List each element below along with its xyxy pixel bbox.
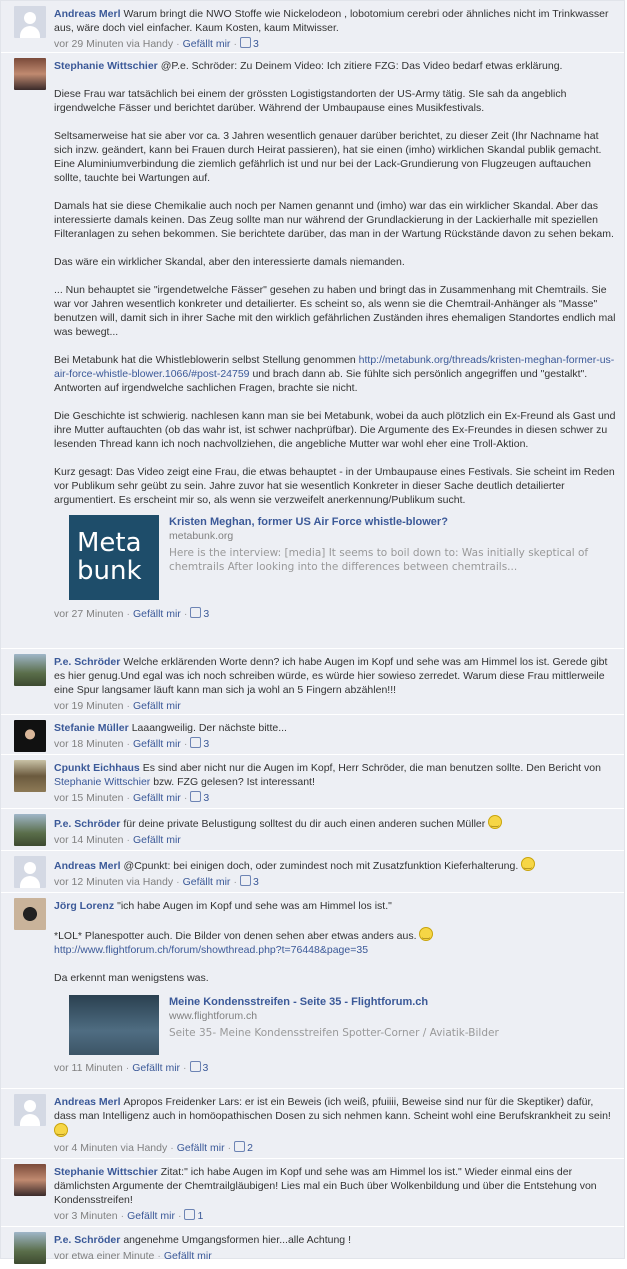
comment-meta: vor etwa einer Minute · Gefällt mir bbox=[54, 1250, 212, 1262]
avatar[interactable] bbox=[14, 856, 46, 888]
smiley-icon bbox=[488, 815, 502, 829]
preview-title[interactable]: Meine Kondensstreifen - Seite 35 - Flightforum.ch bbox=[169, 996, 429, 1008]
plane-image[interactable] bbox=[69, 995, 159, 1055]
smiley-icon bbox=[521, 857, 535, 871]
preview-host: www.flightforum.ch bbox=[169, 1010, 258, 1022]
comment-meta: vor 12 Minuten via Handy · Gefällt mir · 3 bbox=[54, 876, 259, 888]
timestamp: vor 19 Minuten bbox=[54, 700, 124, 712]
thumbs-up-icon bbox=[190, 791, 201, 802]
comment-author[interactable]: Andreas Merl bbox=[54, 8, 121, 20]
like-button[interactable]: Gefällt mir bbox=[132, 1062, 181, 1074]
thumbs-up-icon bbox=[234, 1141, 245, 1152]
metabunk-logo[interactable]: Meta bunk bbox=[69, 515, 159, 600]
like-button[interactable]: Gefällt mir bbox=[132, 738, 181, 750]
comment-meta: vor 27 Minuten · Gefällt mir · 3 bbox=[54, 608, 210, 620]
comment-paragraph: Kurz gesagt: Das Video zeigt eine Frau, die etwas behauptet - in der Umbaupause eines Festivals. Sie scheint im Reden vor Publikum sehr geübt zu sein. Jahre zuvor hat sie wesentlich Konkreter in dieser Sache deutlich detailierter argumentiert. Es erscheint mir so, als wenn sie verzweifelt anerkennung/Publikum sucht. bbox=[54, 466, 615, 506]
avatar[interactable] bbox=[14, 654, 46, 686]
avatar[interactable] bbox=[14, 814, 46, 846]
comment-meta: vor 18 Minuten · Gefällt mir · 3 bbox=[54, 738, 210, 750]
comment-paragraph: Da erkennt man wenigstens was. bbox=[54, 972, 209, 984]
like-count[interactable]: 3 bbox=[240, 876, 259, 888]
metabunk-link[interactable]: http://metabunk.org/threads/kristen-meghan-former-us-air-force-whistle-blower.1066/#post-24759 bbox=[54, 354, 615, 380]
comment-paragraph: ... Nun behauptet sie "irgendetwelche Fässer" gesehen zu haben und bringt das in Zusammenhang mit Chemtrails. Sie war vor Jahren wesentlich konkreter und detailierter. Es scheint so, als wenn sie die Chemtrail-Anhänger als "Masse" benutzen will, damit sich in ihrer Sache mit den wirklich gefährlichen Zuständen ihres ehemaligen Standortes endlich mal was bewegt... bbox=[54, 284, 616, 338]
comment bbox=[1, 53, 624, 649]
thumbs-up-icon bbox=[184, 1209, 195, 1220]
comment-paragraph: *LOL* Planespotter auch. Die Bilder von denen sehen aber etwas anders aus. bbox=[54, 930, 417, 942]
timestamp: vor 29 Minuten bbox=[54, 38, 124, 50]
smiley-icon bbox=[54, 1123, 68, 1137]
comment-author[interactable]: P.e. Schröder bbox=[54, 656, 121, 668]
like-button[interactable]: Gefällt mir bbox=[182, 38, 231, 50]
comment-text: Laaangweilig. Der nächste bitte... bbox=[131, 722, 287, 734]
comment-author[interactable]: P.e. Schröder bbox=[54, 818, 121, 830]
like-count[interactable]: 3 bbox=[190, 792, 209, 804]
like-count[interactable]: 3 bbox=[190, 738, 209, 750]
comment-author[interactable]: Cpunkt Eichhaus bbox=[54, 762, 140, 774]
avatar[interactable] bbox=[14, 1164, 46, 1196]
comment bbox=[1, 715, 624, 755]
like-button[interactable]: Gefällt mir bbox=[127, 1210, 175, 1222]
avatar[interactable] bbox=[14, 898, 46, 930]
comment-text: Zitat:" ich habe Augen im Kopf und sehe was am Himmel los ist." Wieder einmal eins der dämlichsten Argumente der Chemtrailgläubigen! Lies mal ein Buch über Wolkenbildung und über die Entstehung von Kondensstreifen! bbox=[54, 1166, 597, 1206]
thumbs-up-icon bbox=[190, 737, 201, 748]
like-button[interactable]: Gefällt mir bbox=[163, 1250, 212, 1262]
comment-paragraph: Das wäre ein wirklicher Skandal, aber den interessierte damals niemanden. bbox=[54, 256, 405, 268]
comment-author[interactable]: Andreas Merl bbox=[54, 1096, 121, 1108]
comment-author[interactable]: Stephanie Wittschier bbox=[54, 1166, 158, 1178]
like-button[interactable]: Gefällt mir bbox=[132, 792, 181, 804]
like-button[interactable]: Gefällt mir bbox=[132, 834, 181, 846]
avatar[interactable] bbox=[14, 760, 46, 792]
timestamp: vor 27 Minuten bbox=[54, 608, 124, 620]
comment-paragraph: Die Geschichte ist schwierig. nachlesen kann man sie bei Metabunk, wobei da auch plötzlich ein Ex-Freund als Gast und ihre Mutter auftauchten (ob das wahr ist, ist schwer nachprüfbar). Die Argumente des Ex-Freundes in diesen schwer zu lesenden Thread kann ich noch nachvollziehen, die angebliche Mutter war wohl eher eine Troll-Aktion. bbox=[54, 410, 616, 450]
comment bbox=[1, 649, 624, 715]
comment-meta: vor 4 Minuten via Handy · Gefällt mir · 2 bbox=[54, 1142, 253, 1154]
thumbs-up-icon bbox=[190, 607, 201, 618]
like-count[interactable]: 2 bbox=[234, 1142, 253, 1154]
like-button[interactable]: Gefällt mir bbox=[182, 876, 231, 888]
comment-meta: vor 11 Minuten · Gefällt mir · 3 bbox=[54, 1062, 209, 1074]
comment-text: @Cpunkt: bei einigen doch, oder zumindest noch mit Zusatzfunktion Kieferhalterung. bbox=[123, 860, 519, 872]
comment-meta: vor 29 Minuten via Handy · Gefällt mir · 3 bbox=[54, 38, 259, 50]
mention-link[interactable]: Stephanie Wittschier bbox=[54, 776, 151, 788]
comment-paragraph: Damals hat sie diese Chemikalie auch noch per Namen genannt und (imho) war das ein wirklicher Skandal. Aber das interessierte damals keinen. Das Zeug sollte man nur während der Grundlackierung in der Lackierhalle mit speziellen Filteranlagen zu sehen bekommen. Sie berichtete darüber, das man in der Wartung Rückstände davon zu sehen bekam. bbox=[54, 200, 614, 240]
like-count[interactable]: 1 bbox=[184, 1210, 203, 1222]
comment bbox=[1, 851, 624, 893]
preview-description: Here is the interview: [media] It seems to boil down to: Was initially skeptical of chemtrails After looking into the differences between chemtrails... bbox=[169, 547, 589, 573]
comment-paragraph: Seltsamerweise hat sie aber vor ca. 3 Jahren wesentlich genauer darüber berichtet, zu dieser Zeit (Ihr Nachname hat sich inzw. geändert, kann bei Frauen durch Heirat passieren), hat sie einen (imho) wirklichen Skandal publik gemacht. Eine Aluminiumverbindung die ziemlich gefährlich ist und nur bei der Lack-Grundierung von Flugzeugen auftauchen sollte, tauchte bei Wartungen auf. bbox=[54, 130, 602, 184]
via-mobile: via Handy bbox=[126, 38, 174, 50]
comment-author[interactable]: P.e. Schröder bbox=[54, 1234, 121, 1246]
via-mobile: via Handy bbox=[126, 876, 174, 888]
link-preview[interactable] bbox=[69, 515, 616, 603]
avatar[interactable] bbox=[14, 58, 46, 90]
via-mobile: via Handy bbox=[120, 1142, 168, 1154]
timestamp: vor etwa einer Minute bbox=[54, 1250, 155, 1262]
comment-author[interactable]: Andreas Merl bbox=[54, 860, 121, 872]
comment bbox=[1, 1159, 624, 1227]
like-count[interactable]: 3 bbox=[190, 608, 209, 620]
avatar[interactable] bbox=[14, 6, 46, 38]
like-button[interactable]: Gefällt mir bbox=[132, 608, 181, 620]
like-count[interactable]: 3 bbox=[190, 1062, 209, 1074]
preview-title[interactable]: Kristen Meghan, former US Air Force whistle-blower? bbox=[169, 516, 448, 528]
comment-paragraph: Diese Frau war tatsächlich bei einem der grössten Logistigstandorten der US-Army tätig. SIe sah da angeblich irgendwelche Fässer und berichtet darüber. Während der Umbaupause eines Musikfestivals. bbox=[54, 88, 567, 114]
timestamp: vor 3 Minuten bbox=[54, 1210, 118, 1222]
preview-description: Seite 35- Meine Kondensstreifen Spotter-Corner / Aviatik-Bilder bbox=[169, 1027, 499, 1039]
timestamp: vor 4 Minuten bbox=[54, 1142, 118, 1154]
timestamp: vor 12 Minuten bbox=[54, 876, 124, 888]
thumbs-up-icon bbox=[240, 875, 251, 886]
comment-paragraph: Bei Metabunk hat die Whistleblowerin selbst Stellung genommen http://metabunk.org/threads/kristen-meghan-former-us-air-force-whistle-blower.1066/#post-24759 und brach dann ab. Sie fühlte sich persönlich angegriffen und "gestalkt". Antworten auf irgendwelche sachlichen Fragen, brachte sie nicht. bbox=[54, 354, 615, 394]
comment-meta: vor 3 Minuten · Gefällt mir · 1 bbox=[54, 1210, 204, 1222]
comment-author[interactable]: Jörg Lorenz bbox=[54, 900, 115, 912]
timestamp: vor 14 Minuten bbox=[54, 834, 124, 846]
avatar[interactable] bbox=[14, 1094, 46, 1126]
comment: Cpunkt Eichhaus Es sind aber nicht nur die Augen im Kopf, Herr Schröder, die man benutzen sollte. Den Bericht von Stephanie Wittschier bzw. FZG gelesen? Ist interessant! vor 15 Minuten · Gefällt mir · 3 bbox=[1, 755, 624, 809]
comment-text: Welche erklärenden Worte denn? ich habe Augen im Kopf und sehe was am Himmel los ist. Gerede gibt es hier genug.Und egal was ich noch schreiben würde, es würde hier sowieso zerredet. Warum diese Frau mittlerweile eine Spur langsamer läuft kann man sich ja wohl an 5 Fingern abzählen!!! bbox=[54, 656, 608, 696]
avatar[interactable] bbox=[14, 1232, 46, 1264]
comment-text: @P.e. Schröder: Zu Deinem Video: Ich zitiere FZG: Das Video bedarf etwas erklärung. bbox=[160, 60, 563, 72]
preview-host: metabunk.org bbox=[169, 530, 234, 542]
link-preview[interactable] bbox=[69, 995, 616, 1057]
comment bbox=[1, 893, 624, 1089]
comment bbox=[1, 1089, 624, 1159]
comment bbox=[1, 809, 624, 851]
flightforum-link[interactable]: http://www.flightforum.ch/forum/showthread.php?t=76448&page=35 bbox=[54, 944, 369, 956]
avatar[interactable] bbox=[14, 720, 46, 752]
comment-author[interactable]: Stefanie Müller bbox=[54, 722, 129, 734]
comment-text: Warum bringt die NWO Stoffe wie Nickelodeon , lobotomium cerebri oder ähnliches nicht im Trinkwasser aus, wäre doch viel einfacher. Kaum Kosten, kaum Mitwisser. bbox=[54, 8, 609, 34]
timestamp: vor 18 Minuten bbox=[54, 738, 124, 750]
smiley-icon bbox=[419, 927, 433, 941]
comment-text: Apropos Freidenker Lars: er ist ein Beweis (ich weiß, pfuiiii, Beweise sind nur für die Skeptiker) dafür, dass man Intelligenz auch in homöopathischen Dosen zu sich nehmen kann. Scheint wohl eine Berufskrankheit zu sein! bbox=[54, 1096, 611, 1122]
comment-text: angenehme Umgangsformen hier...alle Achtung ! bbox=[123, 1234, 351, 1246]
comment-meta: vor 19 Minuten · Gefällt mir bbox=[54, 700, 181, 712]
like-button[interactable]: Gefällt mir bbox=[176, 1142, 225, 1154]
comment-meta: vor 15 Minuten · Gefällt mir · 3 bbox=[54, 792, 210, 804]
comment-meta: vor 14 Minuten · Gefällt mir bbox=[54, 834, 181, 846]
thumbs-up-icon bbox=[190, 1061, 201, 1072]
comment bbox=[1, 1227, 624, 1269]
comment-text: für deine private Belustigung solltest du dir auch einen anderen suchen Müller bbox=[123, 818, 486, 830]
like-button[interactable]: Gefällt mir bbox=[132, 700, 181, 712]
comment-author[interactable]: Stephanie Wittschier bbox=[54, 60, 158, 72]
timestamp: vor 15 Minuten bbox=[54, 792, 124, 804]
timestamp: vor 11 Minuten bbox=[54, 1062, 123, 1074]
thumbs-up-icon bbox=[240, 37, 251, 48]
comment-text: "ich habe Augen im Kopf und sehe was am Himmel los ist." bbox=[117, 900, 392, 912]
comment bbox=[1, 1, 624, 53]
like-count[interactable]: 3 bbox=[240, 38, 259, 50]
